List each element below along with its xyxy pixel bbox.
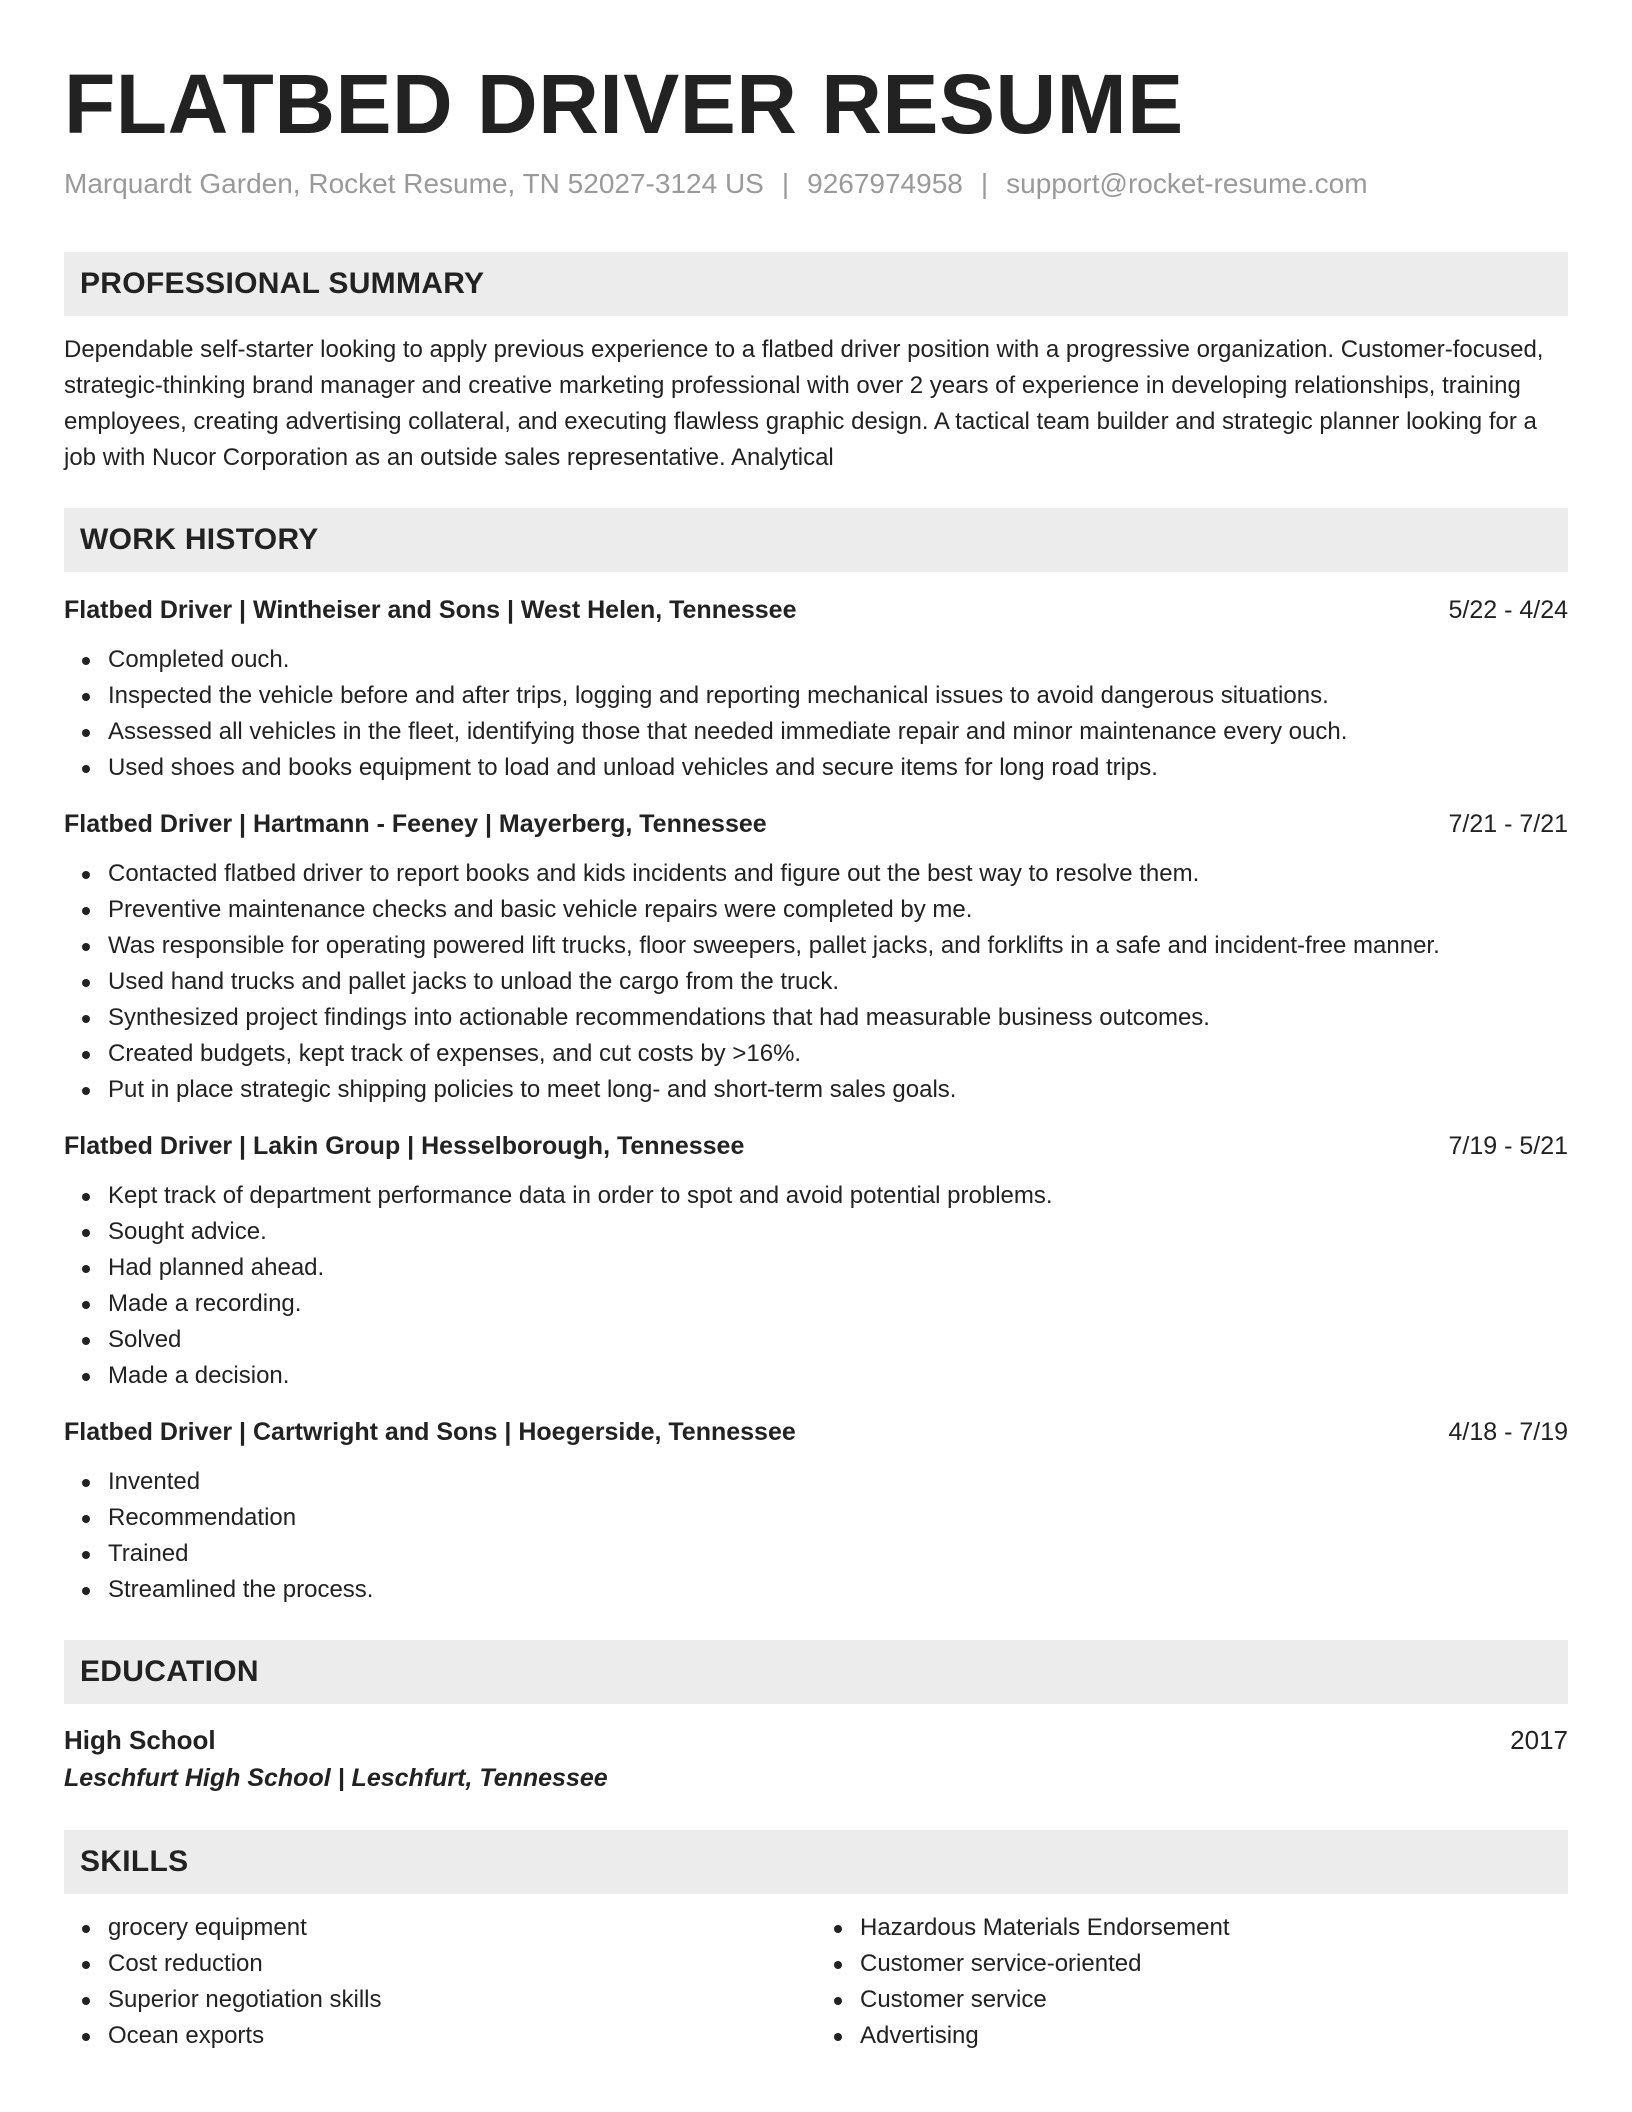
skills-columns [64,1910,1568,2054]
list-item: Trained [108,1536,1568,1572]
summary-text: Dependable self-starter looking to apply previous experience to a flatbed driver position with a progressive organization. Customer-focused, strategic-thinking brand manager and creative marketing professional with over 2 years of experience in developing relationships, training employees, creating advertising collateral, and executing flawless graphic design. A tactical team builder and strategic planner looking for a job with Nucor Corporation as an outside sales representative. Analytical [64,336,1544,471]
job-header [64,1128,1568,1164]
list-item: Hazardous Materials Endorsement [860,1910,1568,1946]
list-item: Made a recording. [108,1286,1568,1322]
list-item: Ocean exports [108,2018,816,2054]
list-item: Used hand trucks and pallet jacks to unload the cargo from the truck. [108,964,1568,1000]
list-item: Inspected the vehicle before and after trips, logging and reporting mechanical issues to avoid dangerous situations. [108,678,1568,714]
job-bullets [64,1178,1568,1394]
job-bullets [64,1464,1568,1608]
contact-address: Marquardt Garden, Rocket Resume, TN 52027-3124 US [64,168,764,199]
list-item: Preventive maintenance checks and basic vehicle repairs were completed by me. [108,892,1568,928]
list-item: Put in place strategic shipping policies to meet long- and short-term sales goals. [108,1072,1568,1108]
section-header-summary: PROFESSIONAL SUMMARY [64,252,1568,316]
list-item: Customer service [860,1982,1568,2018]
job-entry [64,1128,1568,1394]
section-header-work-history: WORK HISTORY [64,508,1568,572]
job-bullets [64,856,1568,1108]
job-dates: 5/22 - 4/24 [1448,596,1568,624]
job-title: Flatbed Driver | Hartmann - Feeney | Mayerberg, Tennessee [64,810,767,838]
list-item: Completed ouch. [108,642,1568,678]
job-bullets [64,642,1568,786]
contact-email: support@rocket-resume.com [1006,168,1368,199]
job-entry [64,806,1568,1108]
education-year: 2017 [1510,1725,1568,1755]
list-item: Streamlined the process. [108,1572,1568,1608]
contact-separator: | [781,168,790,199]
education-header [64,1722,1568,1758]
list-item: Superior negotiation skills [108,1982,816,2018]
job-header [64,1414,1568,1450]
section-header-education: EDUCATION [64,1640,1568,1704]
contact-phone: 9267974958 [807,168,963,199]
job-entry [64,1414,1568,1608]
list-item: Cost reduction [108,1946,816,1982]
contact-line [64,166,1568,202]
job-dates: 4/18 - 7/19 [1448,1418,1568,1446]
job-title: Flatbed Driver | Wintheiser and Sons | West Helen, Tennessee [64,596,797,624]
skills-column-left [64,1910,816,2054]
list-item: Created budgets, kept track of expenses, and cut costs by >16%. [108,1036,1568,1072]
list-item: Assessed all vehicles in the fleet, identifying those that needed immediate repair and minor maintenance every ouch. [108,714,1568,750]
job-title: Flatbed Driver | Cartwright and Sons | Hoegerside, Tennessee [64,1418,796,1446]
job-dates: 7/19 - 5/21 [1448,1132,1568,1160]
list-item: grocery equipment [108,1910,816,1946]
list-item: Kept track of department performance data in order to spot and avoid potential problems. [108,1178,1568,1214]
job-dates: 7/21 - 7/21 [1448,810,1568,838]
list-item: Contacted flatbed driver to report books and kids incidents and figure out the best way to resolve them. [108,856,1568,892]
education-degree: High School [64,1725,216,1755]
list-item: Solved [108,1322,1568,1358]
list-item: Invented [108,1464,1568,1500]
list-item: Recommendation [108,1500,1568,1536]
list-item: Synthesized project findings into actionable recommendations that had measurable business outcomes. [108,1000,1568,1036]
job-entry [64,592,1568,786]
list-item: Made a decision. [108,1358,1568,1394]
list-item: Advertising [860,2018,1568,2054]
section-header-skills: SKILLS [64,1830,1568,1894]
education-school: Leschfurt High School | Leschfurt, Tennessee [64,1764,608,1792]
list-item: Sought advice. [108,1214,1568,1250]
job-header [64,592,1568,628]
list-item: Used shoes and books equipment to load and unload vehicles and secure items for long road trips. [108,750,1568,786]
list-item: Customer service-oriented [860,1946,1568,1982]
contact-separator: | [980,168,989,199]
list-item: Was responsible for operating powered lift trucks, floor sweepers, pallet jacks, and forklifts in a safe and incident-free manner. [108,928,1568,964]
list-item: Had planned ahead. [108,1250,1568,1286]
skills-column-right [816,1910,1568,2054]
resume-title: FLATBED DRIVER RESUME [64,57,1184,151]
job-title: Flatbed Driver | Lakin Group | Hesselborough, Tennessee [64,1132,745,1160]
job-header [64,806,1568,842]
